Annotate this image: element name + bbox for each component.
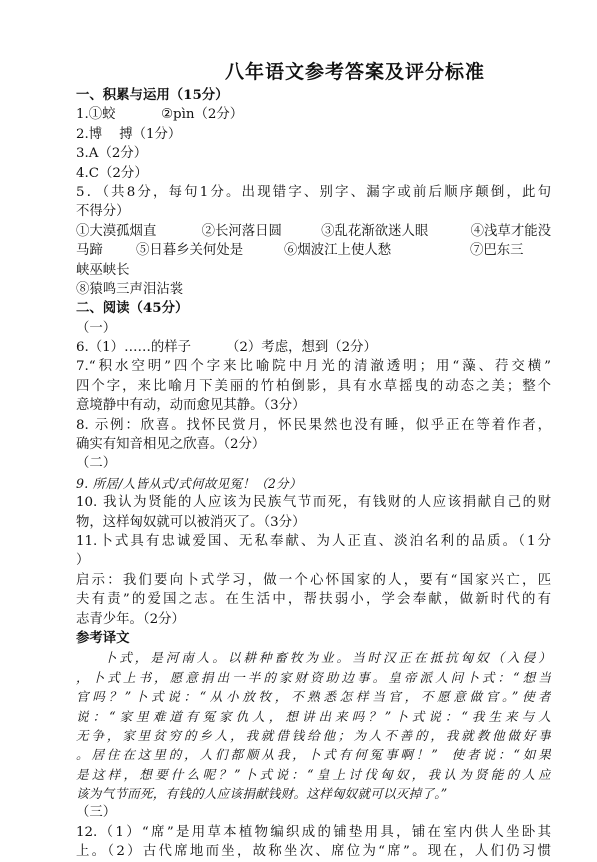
translation-line: 卜式，是河南人。以耕种畜牧为业。当时汉正在抵抗匈奴（入侵）: [76, 650, 551, 666]
answer-q2: 2.博 搏（1分）: [76, 126, 182, 142]
answer-q3: 3.A（2分）: [76, 146, 148, 162]
answer-q5-instruction: 5．（共8分，每句1分。出现错字、别字、漏字或前后顺序颠倒，此句: [76, 184, 551, 200]
answer-q7-line: 意境静中有动，动而愈见其静。（3分）: [76, 398, 306, 414]
translation-line: 。居住在这里的，人们都顺从我，卜式有何冤事啊！” 使者说：“如果: [76, 747, 551, 763]
reading-part-1-label: （一）: [76, 320, 117, 336]
answer-q7-line: 7.“积水空明”四个字来比喻院中月光的清澈透明；用“藻、荇交横”: [76, 359, 551, 375]
answer-q10-line: 10. 我认为贤能的人应该为民族气节而死，有钱财的人应该捐献自己的财: [76, 495, 551, 511]
reference-translation-title: 参考译文: [76, 629, 130, 646]
answer-q8-line: 8. 示例：欣喜。找怀民赏月，怀民果然也没有睡，似乎正在等着作者，: [76, 417, 551, 433]
translation-line: 说：“家里难道有冤家仇人，想讲出来吗？”卜式说：“我生来与人: [76, 708, 551, 724]
translation-line: 官吗？”卜式说：“从小放牧，不熟悉怎样当官，不愿意做官。”使者: [76, 689, 551, 705]
answer-q11-line: 夫有责”的爱国之志。在生活中，帮扶弱小，学会奉献，做新时代的有: [76, 592, 551, 608]
section-heading-accumulation: 一、积累与运用（15分）: [76, 87, 229, 103]
answer-q9: 9. 所居/人皆从式/式何故见冤！（2分）: [76, 475, 302, 491]
page-title: 八年语文参考答案及评分标准: [225, 61, 486, 83]
answer-q11-line: ）: [76, 553, 90, 569]
answer-q8-line: 确实有知音相见之欣喜。（2分）: [76, 437, 266, 453]
translation-line: 是这样，想要什么呢？”卜式说：“皇上讨伐匈奴，我认为贤能的人应: [76, 766, 551, 782]
answer-q1: [76, 105, 551, 124]
poem-answer: ⑤日暮乡关何处是: [136, 243, 244, 259]
answer-q11-line: 启示：我们要向卜式学习，做一个心怀国家的人，要有“国家兴亡，匹: [76, 572, 551, 588]
poem-answer: ⑦巴东三: [470, 243, 524, 259]
poem-answer: ⑥烟波江上使人愁: [284, 243, 392, 259]
answer-q11-line: 志青少年。（2分）: [76, 611, 185, 627]
answer-content: [76, 86, 551, 862]
answer-q1-part1: 1.①蛟: [76, 107, 116, 123]
section-heading-reading: 二、阅读（45分）: [76, 300, 189, 317]
poem-answers-row: 峡巫峡长: [76, 262, 130, 278]
translation-line: ，卜式上书，愿意捐出一半的家财资助边事。皇帝派人问卜式：“想当: [76, 669, 551, 685]
answer-q10-line: 物，这样匈奴就可以被消灭了。（3分）: [76, 514, 306, 530]
reading-part-2-label: （二）: [76, 456, 117, 472]
answer-q4: 4.C（2分）: [76, 165, 148, 181]
poem-answers-row: [76, 241, 551, 260]
reading-part-3-label: （三）: [76, 805, 117, 821]
translation-line: 无争，家里贫穷的乡人，我就借钱给他；为人不善的，我就教他做好事: [76, 727, 551, 743]
answer-q12-line: 上。（2）古代席地而坐，故称坐次、席位为“席”。现在，人们仍习惯: [76, 844, 551, 860]
answer-q1-part2: ②pìn（2分）: [161, 107, 244, 123]
answer-q6-part2: （2）考虑，想到（2分）: [226, 340, 377, 356]
answer-q6-part1: 6.（1）……的样子: [76, 340, 192, 356]
answer-q12-line: 12.（1）“席”是用草本植物编织成的铺垫用具，铺在室内供人坐卧其: [76, 824, 551, 840]
poem-answers-row: ⑧猿鸣三声泪沾裳: [76, 281, 184, 297]
answer-q7-line: 四个字，来比喻月下美丽的竹柏倒影，具有水草摇曳的动态之美；整个: [76, 378, 551, 394]
answer-q6: [76, 338, 551, 357]
translation-line: 该为气节而死，有钱的人应该捐献钱财。这样匈奴就可以灭掉了。”: [76, 786, 448, 802]
poem-answers-row: [76, 222, 551, 241]
poem-answer: ③乱花渐欲迷人眼: [321, 223, 429, 239]
answer-q5-instruction-cont: 不得分）: [76, 204, 130, 220]
answer-q11-line: 11.卜式具有忠诚爱国、无私奉献、为人正直、淡泊名利的品质。（1分: [76, 533, 551, 549]
poem-answer: ①大漠孤烟直: [76, 223, 157, 239]
poem-answer: 马蹄: [76, 243, 103, 259]
poem-answer: ④浅草才能没: [470, 223, 551, 239]
poem-answer: ②长河落日圆: [201, 223, 282, 239]
